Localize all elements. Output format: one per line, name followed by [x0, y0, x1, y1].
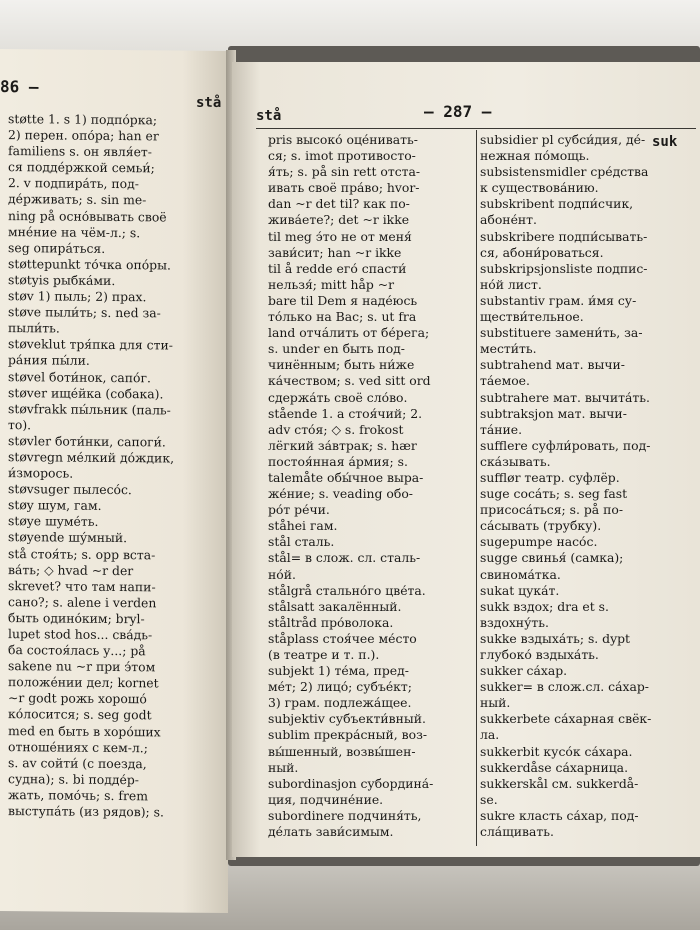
entry-line: ~r godt рожь хорошо́ — [8, 690, 147, 707]
entry-line: вы́шенный, возвы́шен- — [268, 743, 416, 759]
entry-line: 2) перен. опо́ра; han er — [8, 127, 159, 144]
entry-line: чинённым; быть ни́же — [268, 357, 415, 373]
entry-line: støyende шу́мный. — [8, 529, 128, 546]
entry-line: то). — [8, 416, 32, 433]
entry-line: сдержа́ть своё сло́во. — [268, 389, 408, 405]
entry-line: adv сто́я; ◇ s. frokost — [268, 421, 404, 437]
entry-line: støy шум, гам. — [8, 497, 102, 514]
entry-line: присоса́ться; s. på по- — [480, 502, 624, 518]
entry-line: subordinere подчиня́ть, — [268, 807, 422, 823]
entry-line: нельзя́; mitt håp ~r — [268, 276, 395, 292]
entry-line: subjektiv субъекти́вный. — [268, 711, 426, 727]
entry-line: s. av сойти́ (с поезда, — [8, 754, 147, 772]
entry-line: ска́зывать. — [480, 453, 551, 469]
entry-line: stålgrå стально́го цве́та. — [268, 582, 426, 598]
entry-line: sugge свинья́ (самка); — [480, 550, 624, 566]
right-page — [232, 62, 700, 857]
entry-line: нежная по́мощь. — [480, 148, 590, 164]
entry-line: жать, помо́чь; s. frem — [8, 787, 148, 804]
entry-line: зави́сит; han ~r ikke — [268, 244, 402, 260]
entry-line: выступа́ть (из рядов); s. — [8, 803, 164, 820]
right-column-2-entries — [480, 132, 698, 840]
entry-line: отноше́ниях с кем-л.; — [8, 738, 148, 755]
entry-line: sukker= в слож.сл. са́хар- — [480, 679, 649, 695]
entry-line: вздохну́ть. — [480, 614, 549, 630]
entry-line: familiens s. он явля́ет- — [8, 143, 152, 160]
entry-line: sukker са́хар. — [480, 663, 568, 679]
entry-line: ståltråd про́волока. — [268, 614, 394, 630]
entry-line: и́зморось. — [8, 465, 74, 481]
entry-line: subjekt 1) те́ма, пред- — [268, 663, 409, 679]
entry-line: med en быть в хоро́ших — [8, 722, 161, 739]
entry-line: sublim прекра́сный, воз- — [268, 727, 428, 743]
entry-line: subsistensmidler сре́дства — [480, 164, 649, 180]
entry-line: 3) грам. подлежа́щее. — [268, 695, 412, 711]
entry-line: 2. v подпира́ть, под- — [8, 175, 139, 192]
entry-line: støtte 1. s 1) подпо́рка; — [8, 111, 158, 128]
entry-line: pris высоко́ оце́нивать- — [268, 132, 418, 147]
entry-line: ла. — [480, 727, 500, 743]
entry-line: støvsuger пылесо́с. — [8, 481, 132, 498]
entry-line: sukkerdåse са́харница. — [480, 759, 629, 775]
entry-line: s. under en быть под- — [268, 341, 405, 357]
entry-line: subskribere подпи́сывать- — [480, 228, 648, 244]
entry-line: (в театре и т. п.). — [268, 647, 380, 662]
entry-line: судна); s. bi подде́р- — [8, 770, 139, 788]
entry-line: subtrahere мат. вычита́ть. — [480, 389, 650, 405]
entry-line: skrevet? что там напи- — [8, 577, 156, 595]
left-header-word: stå — [196, 94, 222, 111]
entry-line: støvregn ме́лкий до́ждик, — [8, 449, 175, 466]
entry-line: ра́ния пы́ли. — [8, 352, 90, 369]
entry-line: та́ние. — [480, 421, 523, 437]
entry-line: støvfrakk пы́льник (паль- — [8, 400, 171, 418]
entry-line: ка́чеством; s. ved sitt ord — [268, 373, 431, 389]
entry-line: sufflør театр. суфлёр. — [480, 469, 620, 485]
entry-line: støv 1) пыль; 2) прах. — [8, 288, 147, 305]
entry-line: bare til Dem я наде́юсь — [268, 292, 418, 308]
entry-line: sukke вздыха́ть; s. dypt — [480, 630, 631, 646]
right-header-right-word: suk — [652, 134, 678, 150]
entry-line: sukre класть са́хар, под- — [480, 807, 639, 823]
entry-line: stå стоя́ть; s. opp вста- — [8, 545, 156, 562]
entry-line: sakene nu ~r при э́том — [8, 658, 156, 675]
entry-line: но́й лист. — [480, 276, 542, 292]
entry-line: dan ~r det til? как по- — [268, 196, 410, 212]
entry-line: støvel боти́нок, сапо́г. — [8, 368, 151, 385]
header-rule — [256, 128, 696, 129]
entry-line: subordinasjon субордина́- — [268, 775, 434, 791]
entry-line: ва́ть; ◇ hvad ~r der — [8, 561, 134, 578]
entry-line: де́рживать; s. sin me- — [8, 191, 147, 208]
entry-line: же́ние; s. veading обо- — [268, 486, 413, 502]
entry-line: støvler боти́нки, сапоги́. — [8, 432, 166, 450]
entry-line: substituere замени́ть, за- — [480, 325, 643, 341]
entry-line: lupet stod hos... сва́дь- — [8, 626, 153, 643]
entry-line: sukkerskål см. sukkerdå- — [480, 775, 639, 791]
entry-line: свинома́тка. — [480, 566, 561, 582]
entry-line: ме́т; 2) лицо́; субъе́кт; — [268, 679, 412, 695]
entry-line: støye шуме́ть. — [8, 513, 99, 530]
entry-line: мне́ние на чём-л.; s. — [8, 223, 141, 240]
entry-line: støve пыли́ть; s. ned за- — [8, 304, 161, 321]
entry-line: быть одино́ким; bryl- — [8, 609, 145, 627]
entry-line: но́й. — [268, 566, 296, 582]
entry-line: substantiv грам. и́мя су- — [480, 292, 637, 308]
entry-line: ный. — [480, 695, 511, 711]
entry-line: sugepumpe насо́с. — [480, 534, 598, 550]
entry-line: støttepunkt то́чка опо́ры. — [8, 255, 171, 273]
entry-line: stål= в слож. сл. сталь- — [268, 550, 421, 566]
entry-line: sukat цука́т. — [480, 582, 560, 598]
right-header-left-word: stå — [256, 108, 282, 124]
entry-line: ба состоя́лась у...; på — [8, 642, 146, 659]
entry-line: ståplass стоя́чее ме́сто — [268, 630, 417, 646]
entry-line: я́ть; s. på sin rett отста- — [268, 164, 421, 180]
entry-line: subskripsjonsliste подпис- — [480, 260, 648, 276]
entry-line: se. — [480, 791, 498, 807]
entry-line: са́сывать (трубку). — [480, 518, 602, 534]
entry-line: stål сталь. — [268, 534, 335, 550]
entry-line: ция, подчине́ние. — [268, 791, 384, 807]
entry-line: ся, абони́роваться. — [480, 244, 604, 260]
entry-line: мести́ть. — [480, 341, 537, 357]
entry-line: talemåte обы́чное выра- — [268, 469, 424, 485]
entry-line: положе́нии дел; kornet — [8, 674, 159, 691]
entry-line: til meg э́то не от меня́ — [268, 228, 412, 244]
entry-line: пыли́ть. — [8, 320, 60, 336]
entry-line: stående 1. a стоя́чий; 2. — [268, 405, 423, 421]
entry-line: ся; s. imot противосто- — [268, 148, 416, 164]
entry-line: land отчáлить от бе́рега; — [268, 325, 430, 341]
entry-line: то́лько на Вас; s. ut fra — [268, 309, 417, 325]
entry-line: subtrahend мат. вычи- — [480, 357, 625, 373]
entry-line: suge соса́ть; s. seg fast — [480, 486, 628, 502]
entry-line: sufflere суфли́ровать, под- — [480, 437, 651, 453]
entry-line: støver ище́йка (собака). — [8, 384, 164, 402]
entry-line: де́лать зави́симым. — [268, 824, 394, 840]
right-column-1-entries — [268, 132, 474, 840]
left-page-number: 86 — — [0, 77, 39, 97]
entry-line: ståhei гам. — [268, 518, 338, 534]
entry-line: sukkerbete са́харная свёк- — [480, 711, 652, 727]
left-page — [0, 49, 228, 913]
entry-line: seg опира́ться. — [8, 239, 106, 256]
entry-line: subsidier pl субси́дия, де́- — [480, 132, 646, 147]
entry-line: subtraksjon мат. вычи- — [480, 405, 627, 421]
entry-line: støtyis рыбка́ми. — [8, 272, 116, 288]
entry-line: абоне́нт. — [480, 212, 537, 228]
entry-line: stålsatt закалённый. — [268, 598, 402, 614]
entry-line: сано?; s. alene i verden — [8, 593, 157, 611]
entry-line: ning på осно́вывать своё — [8, 207, 167, 225]
right-page-number: — 287 — — [424, 102, 492, 121]
entry-line: subskribent подпи́счик, — [480, 196, 634, 212]
entry-line: жива́ете?; det ~r ikke — [268, 212, 410, 228]
entry-line: постоя́нная а́рмия; s. — [268, 453, 408, 469]
entry-line: к существова́нию. — [480, 180, 599, 196]
entry-line: глубоко́ вздыха́ть. — [480, 647, 599, 662]
entry-line: sukkerbit кусо́к са́хара. — [480, 743, 633, 759]
left-column-entries — [8, 111, 222, 821]
entry-line: ко́лосится; s. seg godt — [8, 706, 152, 723]
entry-line: sukk вздох; dra et s. — [480, 598, 609, 614]
entry-line: ро́т ре́чи. — [268, 502, 330, 518]
entry-line: ся подде́ржкой семьи́; — [8, 159, 155, 176]
column-divider — [476, 130, 477, 846]
entry-line: та́емое. — [480, 373, 530, 389]
entry-line: сла́щивать. — [480, 824, 554, 840]
entry-line: ный. — [268, 759, 299, 775]
entry-line: ивать своё пра́во; hvor- — [268, 180, 420, 196]
entry-line: лёгкий за́втрак; s. hær — [268, 437, 417, 453]
entry-line: til å redde его́ спасти́ — [268, 260, 407, 276]
entry-line: ществи́тельное. — [480, 309, 584, 325]
entry-line: støveklut тря́пка для сти- — [8, 336, 173, 353]
